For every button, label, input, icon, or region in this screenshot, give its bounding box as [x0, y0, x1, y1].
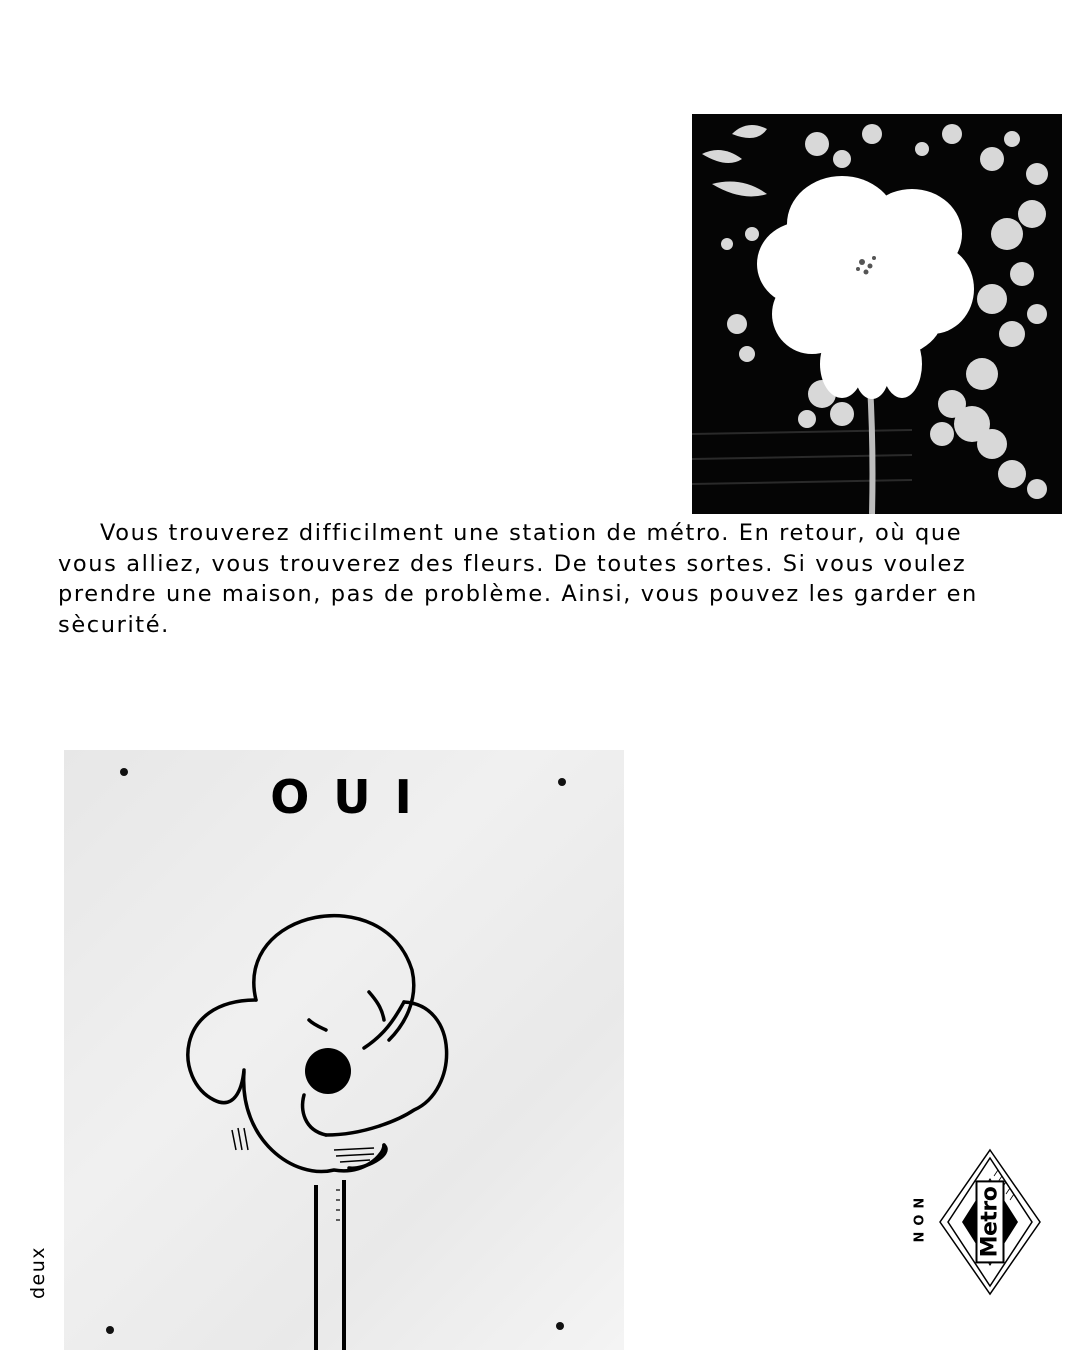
flower-photo	[692, 114, 1062, 514]
oui-sign-photo	[64, 750, 624, 1350]
non-label: NON	[912, 1191, 928, 1243]
sign-word: OUI	[270, 770, 436, 824]
flower-photo-image	[692, 114, 1062, 514]
flower-drawing	[64, 750, 624, 1350]
body-paragraph: Vous trouverez difficilment une station de métro. En retour, où que vous alliez, vous trouverez des fleurs. De toutes sortes. Si vous voulez prendre une maison, pas de problème. Ainsi, vous pouvez les garder en sècurité.	[58, 520, 978, 638]
metro-logo-text: Metro	[976, 1181, 1005, 1264]
page-label: deux	[27, 1245, 49, 1299]
